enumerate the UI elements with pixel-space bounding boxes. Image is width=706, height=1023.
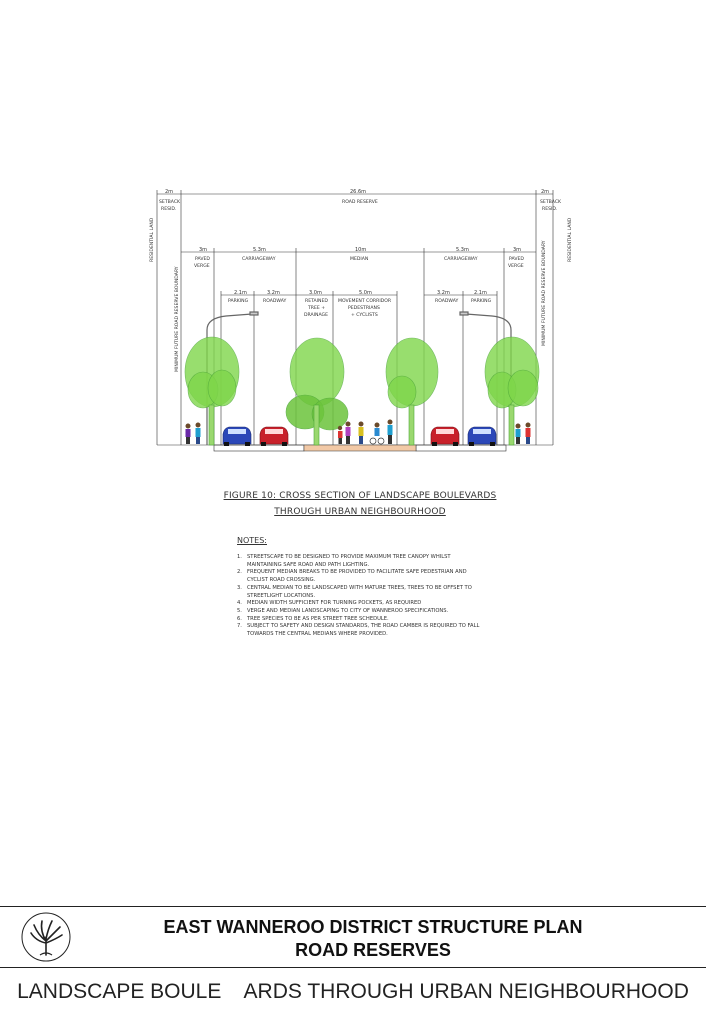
label-retained-2: TREE + (308, 306, 326, 311)
note-number: 3. (237, 584, 242, 591)
label-road-reserve: ROAD RESERVE (342, 200, 378, 205)
label-roadway-left: ROADWAY (263, 299, 287, 304)
label-median: MEDIAN (350, 257, 369, 262)
cyclist-median (370, 423, 384, 445)
person-right-1 (516, 424, 521, 445)
label-boundary-left: MINIMUM FUTURE ROAD RESERVE BOUNDARY (175, 266, 180, 372)
dim-retained-tree: 3.0m (309, 290, 322, 296)
dim-parking-right: 2.1m (474, 290, 487, 296)
note-number: 1. (237, 554, 242, 560)
label-parking-left: PARKING (228, 299, 249, 304)
label-boundary-right: MINIMUM FUTURE ROAD RESERVE BOUNDARY (542, 240, 547, 346)
logo-icon (20, 911, 72, 963)
label-verge-left: VERGE (194, 264, 210, 269)
notes-heading: NOTES: (237, 536, 267, 545)
note-text: CENTRAL MEDIAN TO BE LANDSCAPED WITH MATURE TREES, TREES TO BE OFFSET TO STREETLIGHT LOCATIONS. (247, 584, 472, 599)
note-item (237, 616, 482, 624)
person-median-3 (359, 422, 364, 445)
person-left-1 (186, 424, 191, 445)
label-retained-1: RETAINED (305, 299, 328, 304)
label-corridor-3: + CYCLISTS (351, 313, 378, 318)
title-line1: EAST WANNEROO DISTRICT STRUCTURE PLAN (163, 917, 583, 937)
note-item (237, 623, 482, 638)
label-roadway-right: ROADWAY (435, 299, 459, 304)
label-retained-3: DRAINAGE (304, 313, 329, 318)
dim-movement-corridor: 5.0m (359, 290, 372, 296)
dim-carriageway-left: 5.3m (253, 247, 266, 253)
car-red-right (431, 427, 459, 446)
label-setback-left-1: SETBACK (159, 200, 181, 205)
note-text: FREQUENT MEDIAN BREAKS TO BE PROVIDED TO FACILITATE SAFE PEDESTRIAN AND CYCLIST ROAD CROSSING. (247, 569, 467, 584)
note-number: 6. (237, 615, 242, 622)
note-text: MEDIAN WIDTH SUFFICIENT FOR TURNING POCKETS, AS REQUIRED (247, 600, 422, 607)
label-setback-right-1: SETBACK (540, 200, 562, 205)
label-parking-right: PARKING (471, 299, 492, 304)
car-blue-right (468, 427, 496, 446)
label-setback-left-2: RESID. (161, 207, 177, 212)
figure-title-line2: THROUGH URBAN NEIGHBOURHOOD (274, 507, 446, 517)
car-blue-left (223, 427, 251, 446)
note-item (237, 569, 482, 584)
title-line2: ROAD RESERVES (295, 940, 451, 960)
note-item (237, 554, 482, 569)
label-corridor-2: PEDESTRIANS (348, 306, 380, 311)
dim-roadway-left: 3.2m (267, 290, 280, 296)
note-number: 7. (237, 623, 242, 630)
person-left-2 (196, 423, 201, 445)
label-setback-right-2: RESID. (542, 207, 558, 212)
dim-setback-right: 2m (541, 189, 550, 195)
person-right-2 (526, 423, 531, 445)
person-median-1 (338, 426, 343, 444)
dim-setback-left: 2m (165, 189, 174, 195)
sheet-subtitle: LANDSCAPE BOULE ARDS THROUGH URBAN NEIGHBOURHOOD (17, 980, 689, 1003)
note-number: 5. (237, 607, 242, 614)
dim-road-reserve: 26.6m (350, 189, 367, 195)
note-text: SUBJECT TO SAFETY AND DESIGN STANDARDS, THE ROAD CAMBER IS REQUIRED TO FALL TOWARDS THE CENTRAL MEDIANS WHERE PROVIDED. (247, 623, 480, 638)
dim-verge-right: 3m (513, 247, 522, 253)
note-number: 4. (237, 600, 242, 607)
label-carriageway-left: CARRIAGEWAY (242, 257, 276, 262)
car-red-left (260, 427, 288, 446)
note-item (237, 585, 482, 600)
dim-verge-left: 3m (199, 247, 208, 253)
note-text: VERGE AND MEDIAN LANDSCAPING TO CITY OF WANNEROO SPECIFICATIONS. (247, 607, 449, 614)
person-median-2 (346, 422, 351, 445)
dim-carriageway-right: 5.3m (456, 247, 469, 253)
dim-median: 10m (355, 247, 367, 253)
note-number: 2. (237, 569, 242, 576)
title-block-top-rule (0, 906, 706, 907)
person-median-4 (388, 420, 393, 445)
label-residential-land-right: RESIDENTIAL LAND (568, 217, 573, 262)
dim-roadway-right: 3.2m (437, 290, 450, 296)
dim-parking-left: 2.1m (234, 290, 247, 296)
label-paved-right: PAVED (509, 257, 524, 262)
figure-title-line1: FIGURE 10: CROSS SECTION OF LANDSCAPE BOULEVARDS (223, 491, 497, 501)
note-item (237, 600, 482, 608)
note-text: TREE SPECIES TO BE AS PER STREET TREE SCHEDULE. (247, 615, 389, 622)
label-corridor-1: MOVEMENT CORRIDOR (338, 299, 392, 304)
median-pavement (304, 445, 416, 451)
label-verge-right: VERGE (508, 264, 524, 269)
label-residential-land-left: RESIDENTIAL LAND (150, 217, 155, 262)
label-carriageway-right: CARRIAGEWAY (444, 257, 478, 262)
tree-median-right (386, 338, 438, 445)
label-paved-left: PAVED (195, 257, 210, 262)
title-block-bottom-rule (0, 967, 706, 968)
dimension-lines (157, 190, 553, 451)
notes-list (237, 554, 482, 639)
note-item (237, 608, 482, 616)
note-text: STREETSCAPE TO BE DESIGNED TO PROVIDE MAXIMUM TREE CANOPY WHILST MAINTAINING SAFE ROAD AND PATH LIGHTING. (247, 554, 451, 568)
